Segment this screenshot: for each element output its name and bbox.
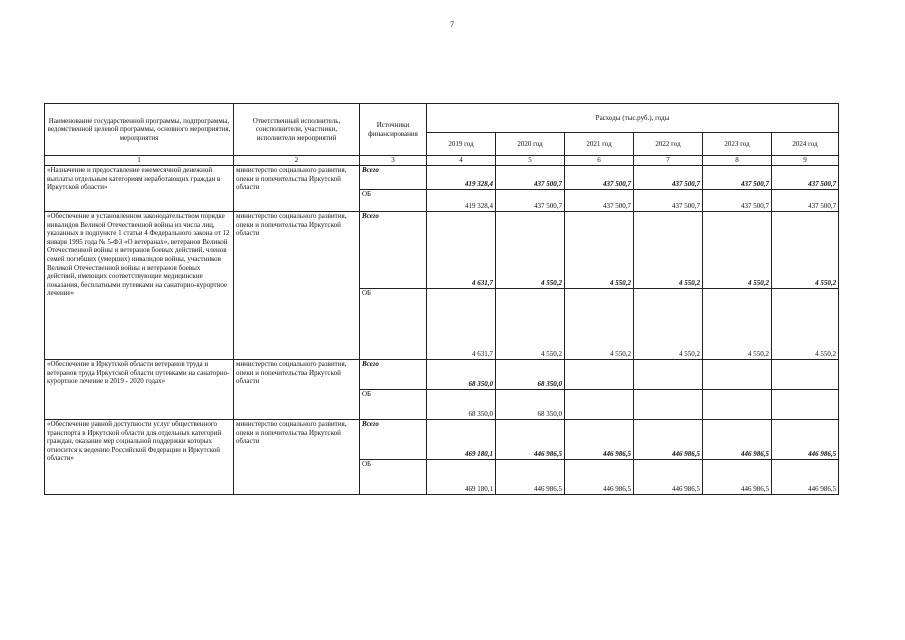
- budget-amount: 446 986,5: [634, 460, 703, 495]
- budget-amount: 437 500,7: [703, 190, 772, 212]
- column-number: 6: [565, 156, 634, 166]
- budget-amount: 68 350,0: [496, 390, 565, 420]
- total-amount: 4 550,2: [565, 212, 634, 289]
- budget-amount: 446 986,5: [772, 460, 839, 495]
- table-row: [45, 360, 839, 390]
- source-total-label: Всего: [360, 360, 427, 390]
- total-amount: 419 328,4: [427, 166, 496, 190]
- activity-name: «Назначение и предоставление ежемесячной денежной выплаты отдельным категориям неработающих граждан в Иркутской области»: [45, 166, 234, 212]
- header-program-name: Наименование государственной программы, подпрограммы, ведомственной целевой программы, основного мероприятия, мероприятия: [45, 104, 234, 156]
- budget-amount: 437 500,7: [772, 190, 839, 212]
- total-amount: 446 986,5: [772, 420, 839, 460]
- budget-amount: 446 986,5: [565, 460, 634, 495]
- total-amount: 469 180,1: [427, 420, 496, 460]
- total-amount: 446 986,5: [634, 420, 703, 460]
- table-row: [45, 212, 839, 289]
- activity-name: «Обеспечение в Иркутской области ветеранов труда и ветеранов труда Иркутской области путевками на санаторно-курортное лечение в 2019 - 2020 годах»: [45, 360, 234, 420]
- total-amount: 68 350,0: [427, 360, 496, 390]
- total-amount: 437 500,7: [703, 166, 772, 190]
- responsible-executor: министерство социального развития, опеки и попечительства Иркутской области: [234, 360, 360, 420]
- total-amount: 446 986,5: [703, 420, 772, 460]
- header-year: 2019 год: [427, 133, 496, 156]
- header-executor: Ответственный исполнитель, соисполнители, участники, исполнители мероприятий: [234, 104, 360, 156]
- column-number-row: [45, 156, 839, 166]
- budget-amount: 68 350,0: [427, 390, 496, 420]
- header-year: 2024 год: [772, 133, 839, 156]
- header-row-top: [45, 104, 839, 133]
- activity-name: «Обеспечение в установленном законодательством порядке инвалидов Великой Отечественной войны из числа лиц, указанных в подпункте 1 статьи 4 Федерального закона от 12 января 1995 года № 5-ФЗ «О ветеранах», ветеранов Великой Отечественной войны и ветеранов боевых действий, членов семей погибших (умерших) инвалидов войны, участников Великой Отечественной войны и ветеранов боевых действий, имеющих соответствующие медицинские показания, бесплатными путевками на санаторно-курортное лечение»: [45, 212, 234, 360]
- responsible-executor: министерство социального развития, опеки и попечительства Иркутской области: [234, 166, 360, 212]
- total-amount: 437 500,7: [634, 166, 703, 190]
- source-budget-label: ОБ: [360, 390, 427, 420]
- source-budget-label: ОБ: [360, 460, 427, 495]
- source-budget-label: ОБ: [360, 190, 427, 212]
- total-amount: 4 550,2: [772, 212, 839, 289]
- total-amount: 437 500,7: [565, 166, 634, 190]
- budget-amount: [634, 390, 703, 420]
- total-amount: 68 350,0: [496, 360, 565, 390]
- page-number: 7: [450, 20, 454, 29]
- source-budget-label: ОБ: [360, 289, 427, 360]
- column-number: 3: [360, 156, 427, 166]
- budget-amount: 437 500,7: [496, 190, 565, 212]
- column-number: 9: [772, 156, 839, 166]
- table-row: [45, 166, 839, 190]
- header-sources: Источники финансирования: [360, 104, 427, 156]
- budget-amount: 437 500,7: [634, 190, 703, 212]
- total-amount: [772, 360, 839, 390]
- budget-amount: [703, 390, 772, 420]
- budget-amount: 4 550,2: [565, 289, 634, 360]
- total-amount: 4 550,2: [496, 212, 565, 289]
- activity-name: «Обеспечение равной доступности услуг общественного транспорта в Иркутской области для отдельных категорий граждан, оказание мер социальной поддержки которых относится к ведению Российской Федерации и Иркутской области»: [45, 420, 234, 495]
- budget-amount: 4 550,2: [634, 289, 703, 360]
- column-number: 7: [634, 156, 703, 166]
- source-total-label: Всего: [360, 212, 427, 289]
- budget-amount: 4 550,2: [772, 289, 839, 360]
- total-amount: 4 550,2: [634, 212, 703, 289]
- budget-amount: 4 550,2: [496, 289, 565, 360]
- table-row: [45, 420, 839, 460]
- total-amount: 4 550,2: [703, 212, 772, 289]
- responsible-executor: министерство социального развития, опеки и попечительства Иркутской области: [234, 212, 360, 360]
- column-number: 8: [703, 156, 772, 166]
- column-number: 1: [45, 156, 234, 166]
- total-amount: [634, 360, 703, 390]
- budget-amount: [565, 390, 634, 420]
- source-total-label: Всего: [360, 166, 427, 190]
- budget-amount: 437 500,7: [565, 190, 634, 212]
- budget-table: [44, 103, 839, 495]
- total-amount: [703, 360, 772, 390]
- total-amount: 446 986,5: [496, 420, 565, 460]
- header-expenses: Расходы (тыс.руб.), годы: [427, 104, 839, 133]
- total-amount: 437 500,7: [496, 166, 565, 190]
- budget-amount: 419 328,4: [427, 190, 496, 212]
- responsible-executor: министерство социального развития, опеки и попечительства Иркутской области: [234, 420, 360, 495]
- budget-amount: 469 180,1: [427, 460, 496, 495]
- total-amount: 437 500,7: [772, 166, 839, 190]
- total-amount: [565, 360, 634, 390]
- header-year: 2023 год: [703, 133, 772, 156]
- budget-amount: 446 986,5: [703, 460, 772, 495]
- source-total-label: Всего: [360, 420, 427, 460]
- column-number: 5: [496, 156, 565, 166]
- total-amount: 446 986,5: [565, 420, 634, 460]
- header-year: 2022 год: [634, 133, 703, 156]
- budget-amount: 4 550,2: [703, 289, 772, 360]
- budget-amount: [772, 390, 839, 420]
- total-amount: 4 631,7: [427, 212, 496, 289]
- column-number: 4: [427, 156, 496, 166]
- column-number: 2: [234, 156, 360, 166]
- header-year: 2021 год: [565, 133, 634, 156]
- budget-amount: 4 631,7: [427, 289, 496, 360]
- header-year: 2020 год: [496, 133, 565, 156]
- budget-amount: 446 986,5: [496, 460, 565, 495]
